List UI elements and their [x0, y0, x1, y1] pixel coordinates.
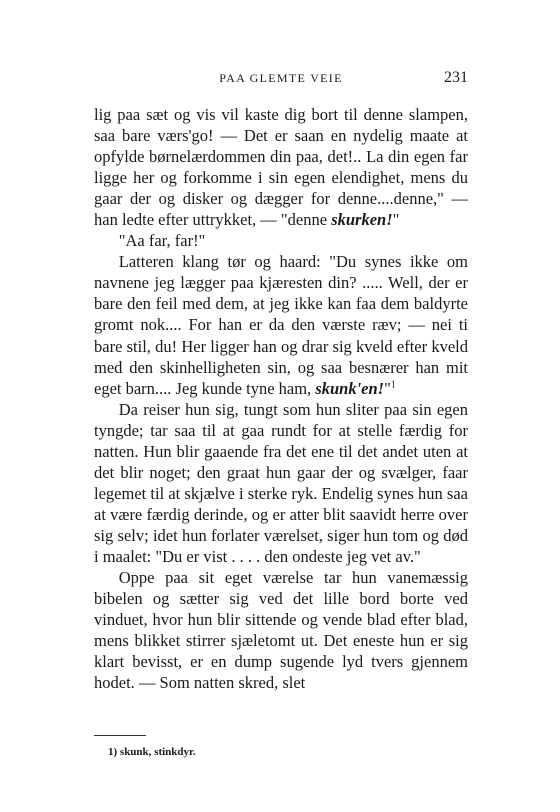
body-text: [94, 104, 468, 693]
paragraph-1: [94, 104, 468, 230]
paragraph-3: [94, 251, 468, 398]
page-number: 231: [444, 69, 468, 86]
paragraph-2: "Aa far, far!": [118, 231, 206, 251]
emphasis-skurken: skurken!: [331, 210, 393, 230]
paragraph-5: Oppe paa sit eget værelse tar hun vanemæssig bibelen og sætter sig ved det lille bord borte ved vinduet, hvor hun blir sittende og vende blad efter blad, mens blikket stirrer sjæletomt ut. Det eneste hun er sig klart bevisst, er en dump sugende lyd tvers gjennem hodet. — Som natten skred, slet: [94, 568, 468, 693]
footnote: 1) skunk, stinkdyr.: [108, 746, 196, 758]
paragraph-3-close-quote: ": [384, 378, 391, 398]
paragraph-3-text: Latteren klang tør og haard: "Du synes ikke om navnene jeg lægger paa kjæresten din? ..... Well, der er bare den feil med dem, at jeg ikke kan faa dem baldyrte gromt nok.... For han er da den værste ræv; — nei ti bare stil, du! Her ligger han og drar sig kveld efter kveld med den skinhelligheten sin, og saa besnærer han mit eget barn.... Jeg kunde tyne ham,: [94, 252, 468, 398]
footnote-reference[interactable]: 1: [390, 379, 396, 391]
running-head: [94, 68, 468, 88]
paragraph-1-text: lig paa sæt og vis vil kaste dig bort til denne slampen, saa bare værs'go! — Det er saan en nydelig maate at opfylde børnelærdommen din paa, det!.. La din egen far ligge her og forkomme i sin egen elendighet, mens du gaar der og disker og dægger for denne....denne," — han ledte efter uttrykket, — "denne: [94, 105, 468, 230]
paragraph-1-close-quote: ": [392, 210, 400, 230]
paragraph-4: Da reiser hun sig, tungt som hun sliter paa sin egen tyngde; tar saa til at gaa rundt for at stelle færdig for natten. Hun blir gaaende fra det ene til det andet uten at det blir noget; den graat hun gaar der og svælger, faar legemet til at skjælve i sterke ryk. Endelig synes hun saa at være færdig derinde, og er atter blit saavidt herre over sig selv; idet hun forlater værelset, siger hun tom og død i maalet: "Du er vist . . . . den ondeste jeg vet av.": [94, 399, 468, 566]
running-title: PAA GLEMTE VEIE: [219, 71, 343, 85]
emphasis-skunken: skunk'en!: [315, 378, 385, 398]
footnote-divider: [94, 735, 146, 736]
